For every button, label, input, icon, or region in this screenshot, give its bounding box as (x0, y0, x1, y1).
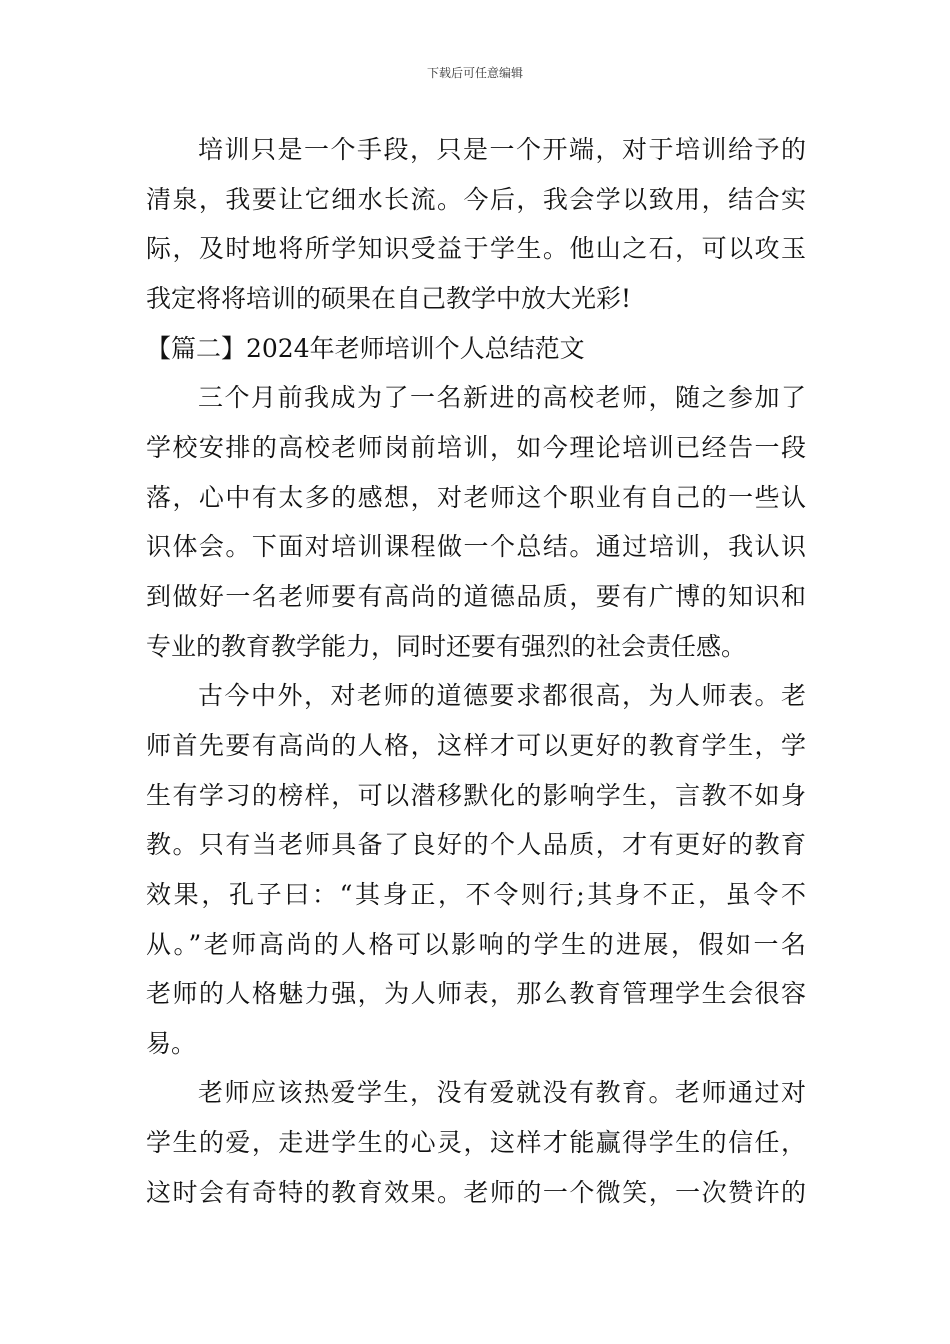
text-line: 效果，孔子曰：“其身正，不令则行;其身不正，虽令不 (146, 880, 806, 909)
text-line: 古今中外，对老师的道德要求都很高，为人师表。老 (198, 681, 806, 710)
text-line: 从。”老师高尚的人格可以影响的学生的进展，假如一名 (146, 930, 806, 959)
text-line: 专业的教育教学能力，同时还要有强烈的社会责任感。 (146, 632, 747, 661)
page-header: 下载后可任意编辑 (426, 66, 523, 80)
text-line: 学校安排的高校老师岗前培训，如今理论培训已经告一段 (146, 433, 806, 462)
text-line: 师首先要有高尚的人格，这样才可以更好的教育学生，学 (146, 731, 806, 760)
text-line: 易。 (146, 1029, 197, 1058)
text-line: 落，心中有太多的感想，对老师这个职业有自己的一些认 (146, 483, 806, 512)
section-heading: 【篇二】2024年老师培训个人总结范文 (146, 334, 585, 363)
text-line: 三个月前我成为了一名新进的高校老师，随之参加了 (198, 383, 806, 412)
text-line: 教。只有当老师具备了良好的个人品质，才有更好的教育 (146, 830, 806, 859)
text-line: 学生的爱，走进学生的心灵，这样才能赢得学生的信任， (146, 1128, 806, 1157)
text-line: 培训只是一个手段，只是一个开端，对于培训给予的 (198, 135, 806, 164)
text-line: 际，及时地将所学知识受益于学生。他山之石，可以攻玉 (146, 234, 806, 263)
text-line: 生有学习的榜样，可以潜移默化的影响学生，言教不如身 (146, 781, 806, 810)
text-line: 老师应该热爱学生，没有爱就没有教育。老师通过对 (198, 1078, 806, 1107)
text-line: 到做好一名老师要有高尚的道德品质，要有广博的知识和 (146, 582, 806, 611)
text-line: 老师的人格魅力强，为人师表，那么教育管理学生会很容 (146, 979, 806, 1008)
text-line: 识体会。下面对培训课程做一个总结。通过培训，我认识 (146, 532, 806, 561)
text-line: 我定将将培训的硕果在自己教学中放大光彩! (146, 284, 632, 313)
text-line: 清泉，我要让它细水长流。今后，我会学以致用，结合实 (146, 185, 806, 214)
text-line: 这时会有奇特的教育效果。老师的一个微笑，一次赞许的 (146, 1178, 806, 1207)
